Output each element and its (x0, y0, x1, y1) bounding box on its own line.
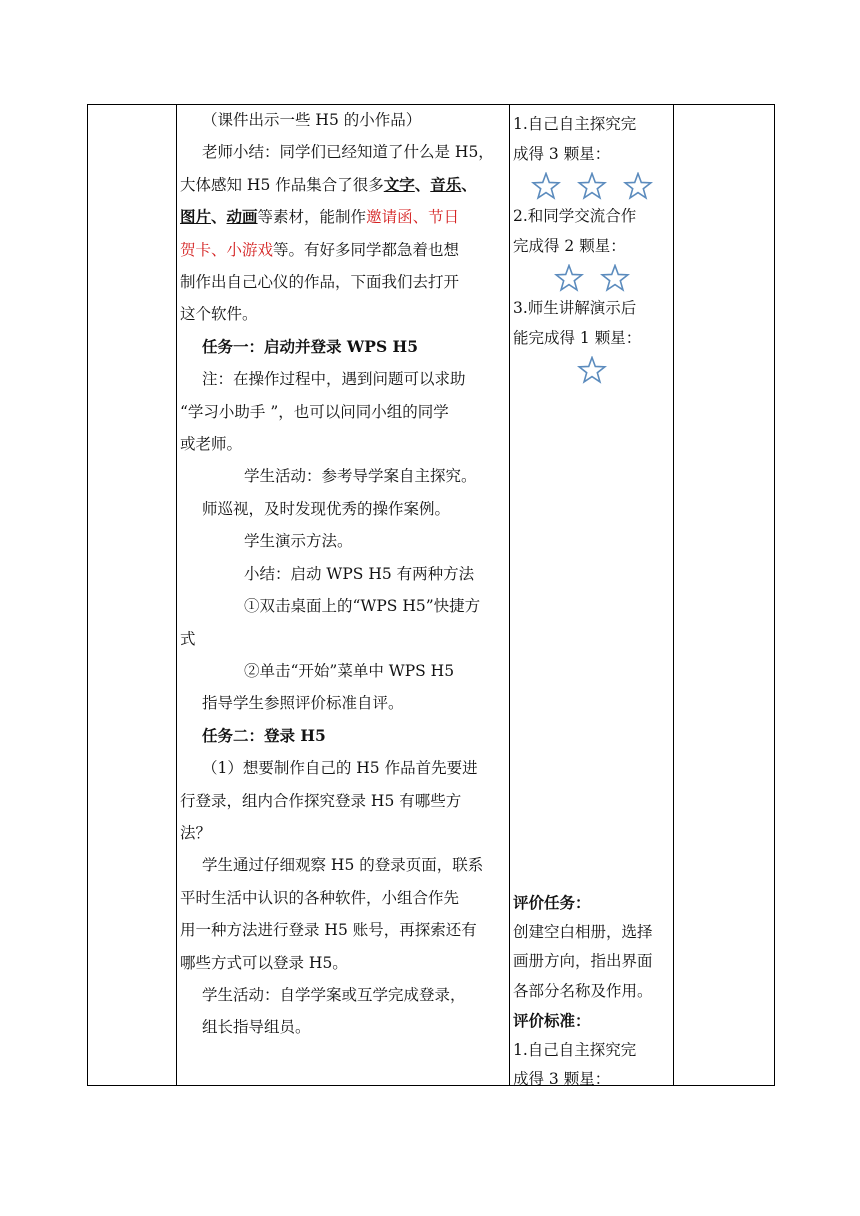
paragraph: 行登录，组内合作探究登录 H5 有哪些方 (180, 791, 462, 810)
criteria-line: 成得 3 颗星： (513, 144, 611, 163)
keyword-animation: 动画 (226, 207, 258, 227)
star-rating-1 (513, 353, 671, 386)
keyword-image: 图片 (180, 207, 212, 227)
criteria-line: 3.师生讲解演示后 (513, 299, 637, 317)
evaluation-column (513, 104, 671, 1088)
paragraph: ②单击“开始”菜单中 WPS H5 (244, 661, 455, 680)
paragraph: 平时生活中认识的各种软件，小组合作先 (180, 888, 460, 907)
text: 、 (461, 174, 477, 194)
criteria-line: 2.和同学交流合作 (513, 207, 637, 225)
column-divider-1 (176, 104, 177, 1086)
criteria-line: 成得 3 颗星： (513, 1070, 611, 1088)
keyword-text: 文字 (383, 174, 415, 194)
text: 等。有好多同学都急着也想 (273, 240, 460, 259)
highlight-text: 邀请函、节日 (366, 208, 460, 227)
paragraph: 哪些方式可以登录 H5。 (180, 953, 348, 972)
paragraph: 学生活动：参考导学案自主探究。 (244, 467, 477, 486)
star-icon (577, 172, 607, 200)
paragraph (180, 169, 506, 201)
star-icon (600, 264, 630, 292)
star-rating-3 (513, 169, 671, 202)
paragraph: 注：在操作过程中，遇到问题可以求助 (202, 370, 466, 389)
evaluation-task-heading: 评价任务： (513, 893, 591, 912)
evaluation-line: 创建空白相册，选择 (513, 922, 653, 941)
paragraph: 或老师。 (180, 435, 243, 454)
paragraph: 式 (180, 629, 196, 648)
keyword-music: 音乐 (430, 174, 462, 194)
evaluation-line: 画册方向，指出界面 (513, 952, 653, 970)
activity-column (180, 104, 506, 1044)
text: 大体感知 H5 作品集合了很多 (180, 175, 384, 194)
evaluation-task-block (513, 888, 671, 1095)
text: 、 (414, 174, 431, 194)
paragraph (180, 234, 506, 266)
star-icon (623, 172, 653, 200)
paragraph: 制作出自己心仪的作品，下面我们去打开 (180, 273, 460, 292)
paragraph: 用一种方法进行登录 H5 账号，再探索还有 (180, 921, 477, 940)
text: 等素材，能制作 (257, 208, 367, 227)
paragraph: 指导学生参照评价标准自评。 (202, 694, 404, 713)
paragraph: ①双击桌面上的“WPS H5”快捷方 (244, 597, 481, 616)
paragraph: 这个软件。 (180, 305, 258, 324)
table-left-border (87, 104, 88, 1086)
paragraph: （课件出示一些 H5 的小作品） (202, 111, 422, 129)
column-divider-2 (509, 104, 510, 1086)
paragraph: （1）想要制作自己的 H5 作品首先要进 (202, 759, 478, 778)
criteria-line: 1.自己自主探究完 (513, 1040, 637, 1059)
star-icon (531, 172, 561, 200)
task-one-heading: 任务一：启动并登录 WPS H5 (202, 336, 418, 356)
text: 、 (211, 207, 227, 227)
task-two-heading: 任务二：登录 H5 (202, 725, 326, 745)
criteria-line: 完成得 2 颗星： (513, 236, 626, 255)
highlight-text: 贺卡、小游戏 (180, 240, 274, 259)
paragraph: 学生演示方法。 (244, 532, 353, 551)
paragraph: 老师小结：同学们已经知道了什么是 H5， (202, 143, 494, 162)
star-rating-2 (513, 261, 671, 294)
paragraph: 组长指导组员。 (202, 1018, 311, 1037)
criteria-line: 能完成得 1 颗星： (513, 328, 642, 347)
evaluation-standard-heading: 评价标准： (513, 1011, 591, 1030)
paragraph: “学习小助手 ”，也可以问同小组的同学 (180, 402, 449, 421)
paragraph: 学生活动：自学学案或互学完成登录， (202, 985, 466, 1004)
star-icon (554, 264, 584, 292)
table-right-border (774, 104, 775, 1086)
criteria-line: 1.自己自主探究完 (513, 115, 637, 133)
star-icon (577, 356, 607, 384)
paragraph: 学生通过仔细观察 H5 的登录页面，联系 (202, 856, 484, 875)
evaluation-line: 各部分名称及作用。 (513, 981, 653, 1000)
column-divider-3 (673, 104, 674, 1086)
paragraph: 小结：启动 WPS H5 有两种方法 (244, 564, 475, 583)
paragraph (180, 201, 506, 233)
paragraph: 法？ (180, 823, 212, 842)
paragraph: 师巡视，及时发现优秀的操作案例。 (202, 499, 451, 518)
